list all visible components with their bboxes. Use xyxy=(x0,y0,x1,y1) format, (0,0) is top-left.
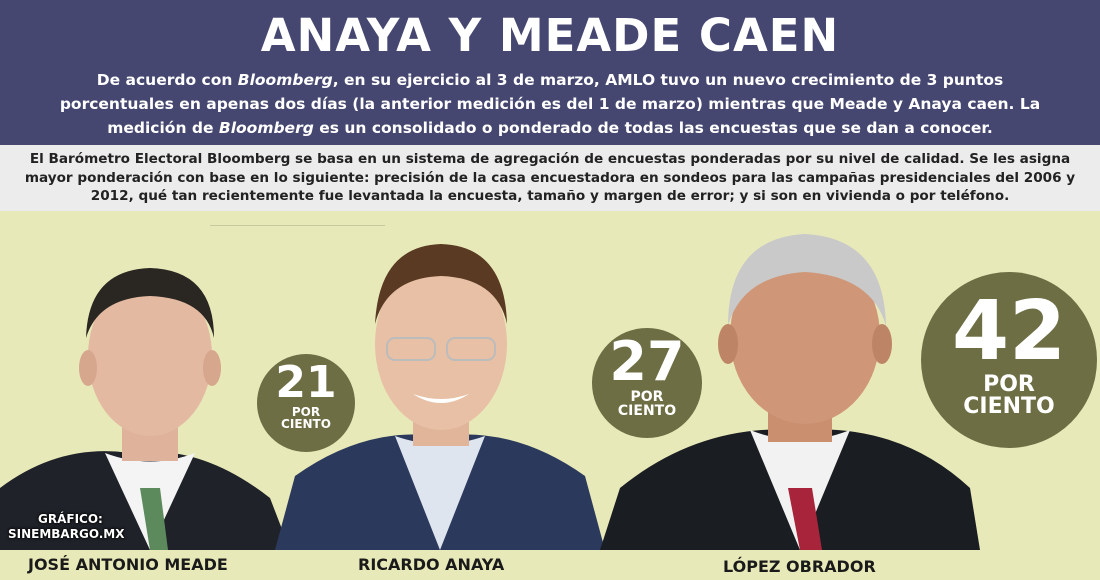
percentage-unit-line2: CIENTO xyxy=(617,403,677,419)
graphic-credit xyxy=(8,512,125,542)
credit-label: GRÁFICO: xyxy=(38,512,103,526)
percentage-unit-line2: CIENTO xyxy=(281,417,331,431)
lede-text-1: De acuerdo con xyxy=(96,71,238,89)
percentage-unit-line1: POR xyxy=(630,389,664,405)
lede-paragraph xyxy=(0,62,1100,140)
lede-text-2: , en su ejercicio al 3 de marzo, AMLO tuvo un nuevo crecimiento de 3 puntos porcentuales en apenas dos días (la anterior medición es del 1 de marzo) mientras que Meade y Anaya caen. La medición de xyxy=(59,71,1041,137)
percentage-unit-line2: CIENTO xyxy=(963,394,1055,419)
percentage-badge-anaya xyxy=(592,328,702,438)
percentage-value: 42 xyxy=(951,284,1067,379)
percentage-value: 21 xyxy=(275,357,337,408)
lede-source-1: Bloomberg xyxy=(237,71,333,89)
headline: ANAYA Y MEADE CAEN xyxy=(260,9,840,62)
credit-source: SINEMBARGO.MX xyxy=(8,527,125,541)
candidate-name-meade: JOSÉ ANTONIO MEADE xyxy=(28,555,228,574)
percentage-value: 27 xyxy=(609,330,685,393)
percentage-unit-line1: POR xyxy=(291,405,321,419)
percentage-badge-lopez-obrador xyxy=(921,272,1097,448)
percentage-unit-line1: POR xyxy=(983,372,1035,397)
candidate-name-lopez-obrador: LÓPEZ OBRADOR xyxy=(723,557,876,576)
methodology-note: El Barómetro Electoral Bloomberg se basa en un sistema de agregación de encuestas ponderadas por su nivel de calidad. Se les asigna mayor ponderación con base en lo siguiente: precisión de la casa encuestadora en sondeos para las campañas presidenciales del 2006 y 2012, qué tan recientemente fue levantada la encuesta, tamaño y margen de error; y si son en vivienda o por teléfono. xyxy=(0,145,1100,211)
percentage-badge-meade xyxy=(257,354,355,452)
candidate-name-anaya: RICARDO ANAYA xyxy=(358,555,505,574)
header-banner xyxy=(0,0,1100,145)
lede-source-2: Bloomberg xyxy=(218,119,314,137)
portrait-meade xyxy=(0,238,290,550)
lede-text-3: es un consolidado o ponderado de todas las encuestas que se dan a conocer. xyxy=(313,119,993,137)
